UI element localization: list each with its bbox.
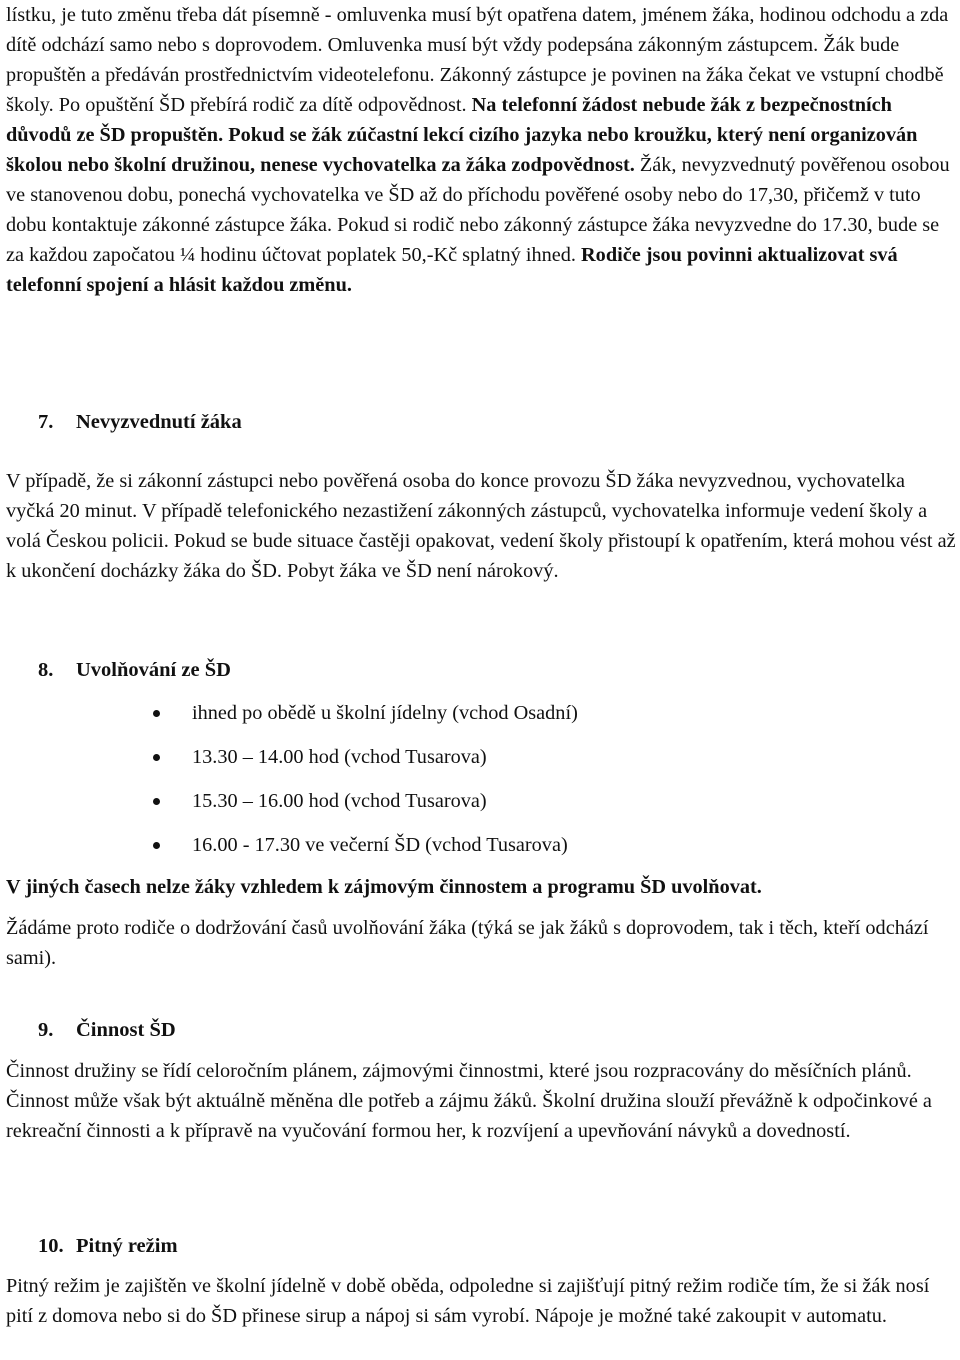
section-9-title: Činnost ŠD [76,1019,176,1041]
intro-text-3: Žák, nevyzvednutý pověřenou osobou ve stanovenou dobu, ponechá vychovatelka ve ŠD až do příchodu pověřené osoby nebo do 17,30, přičemž v tuto dobu kontaktuje zákonné zástupce žáka. Pokud si rodič nebo zákonný zástupce žáka nevyzvedne do 17.30, bude se za každou započatou ¼ hodinu účtovat poplatek 50,-Kč splatný ihned. [6,154,950,266]
section-7-heading [38,408,242,436]
section-10-number: 10. [38,1235,64,1257]
section-10-title: Pitný režim [76,1235,178,1257]
intro-bold-text-4: Rodiče jsou povinni aktualizovat svá telefonní spojení a hlásit každou změnu. [6,244,898,296]
section-7-text: V případě, že si zákonní zástupci nebo pověřená osoba do konce provozu ŠD žáka nevyzvednou, vychovatelka vyčká 20 minut. V případě telefonického nezastižení zákonných zástupců, vychovatelka informuje vedení školy a volá Českou policii. Pokud se bude situace častěji opakovat, vedení školy přistoupí k opatřením, která mohou vést až k ukončení docházky žáka do ŠD. Pobyt žáka ve ŠD není nárokový. [6,470,956,582]
list-item-text: ihned po obědě u školní jídelny (vchod Osadní) [192,702,578,724]
list-item-text: 15.30 – 16.00 hod (vchod Tusarova) [192,790,487,812]
bullet-icon [153,710,160,717]
intro-paragraph [6,0,956,300]
intro-bold-text-2: Na telefonní žádost nebude žák z bezpečnostních důvodů ze ŠD propuštěn. Pokud se žák zúčastní lekcí cizího jazyka nebo kroužku, který není organizován školou nebo školní družinou, nenese vychovatelka za žáka zodpovědnost. [6,94,918,176]
section-8-text: Žádáme proto rodiče o dodržování časů uvolňování žáka (týká se jak žáků s doprovodem, tak i těch, kteří odchází sami). [6,917,929,969]
intro-text-1: lístku, je tuto změnu třeba dát písemně - omluvenka musí být opatřena datem, jménem žáka, hodinou odchodu a zda dítě odchází samo nebo s doprovodem. Omluvenka musí být vždy podepsána zákonným zástupcem. Žák bude propuštěn a předáván prostřednictvím videotelefonu. Zákonný zástupce je povinen na žáka čekat ve vstupní chodbě školy. Po opuštění ŠD přebírá rodič za dítě odpovědnost. [6,4,949,116]
section-9-heading [38,1016,176,1044]
section-9-text: Činnost družiny se řídí celoročním plánem, zájmovými činnostmi, které jsou rozpracovány do měsíčních plánů. Činnost může však být aktuálně měněna dle potřeb a zájmu žáků. Školní družina slouží převážně k odpočinkové a rekreační činnosti a k přípravě na vyučování formou her, k rozvíjení a upevňování návyků a dovedností. [6,1060,932,1142]
list-item-text: 13.30 – 14.00 hod (vchod Tusarova) [192,746,487,768]
list-item-text: 16.00 - 17.30 ve večerní ŠD (vchod Tusarova) [192,834,568,856]
section-7-title: Nevyzvednutí žáka [76,411,242,433]
section-8-bold-note: V jiných časech nelze žáky vzhledem k zájmovým činnostem a programu ŠD uvolňovat. [6,876,762,898]
bullet-icon [153,798,160,805]
bullet-icon [153,754,160,761]
section-10-text: Pitný režim je zajištěn ve školní jídelně v době oběda, odpoledne si zajišťují pitný režim rodiče tím, že si žák nosí pití z domova nebo si do ŠD přinese sirup a nápoj si sám vyrobí. Nápoje je možné také zakoupit v automatu. [6,1275,930,1327]
section-9-number: 9. [38,1019,54,1041]
section-7-number: 7. [38,411,54,433]
section-8-title: Uvolňování ze ŠD [76,659,231,681]
section-10-heading [38,1232,178,1260]
section-8-heading [38,656,231,684]
section-8-number: 8. [38,659,54,681]
bullet-icon [153,842,160,849]
